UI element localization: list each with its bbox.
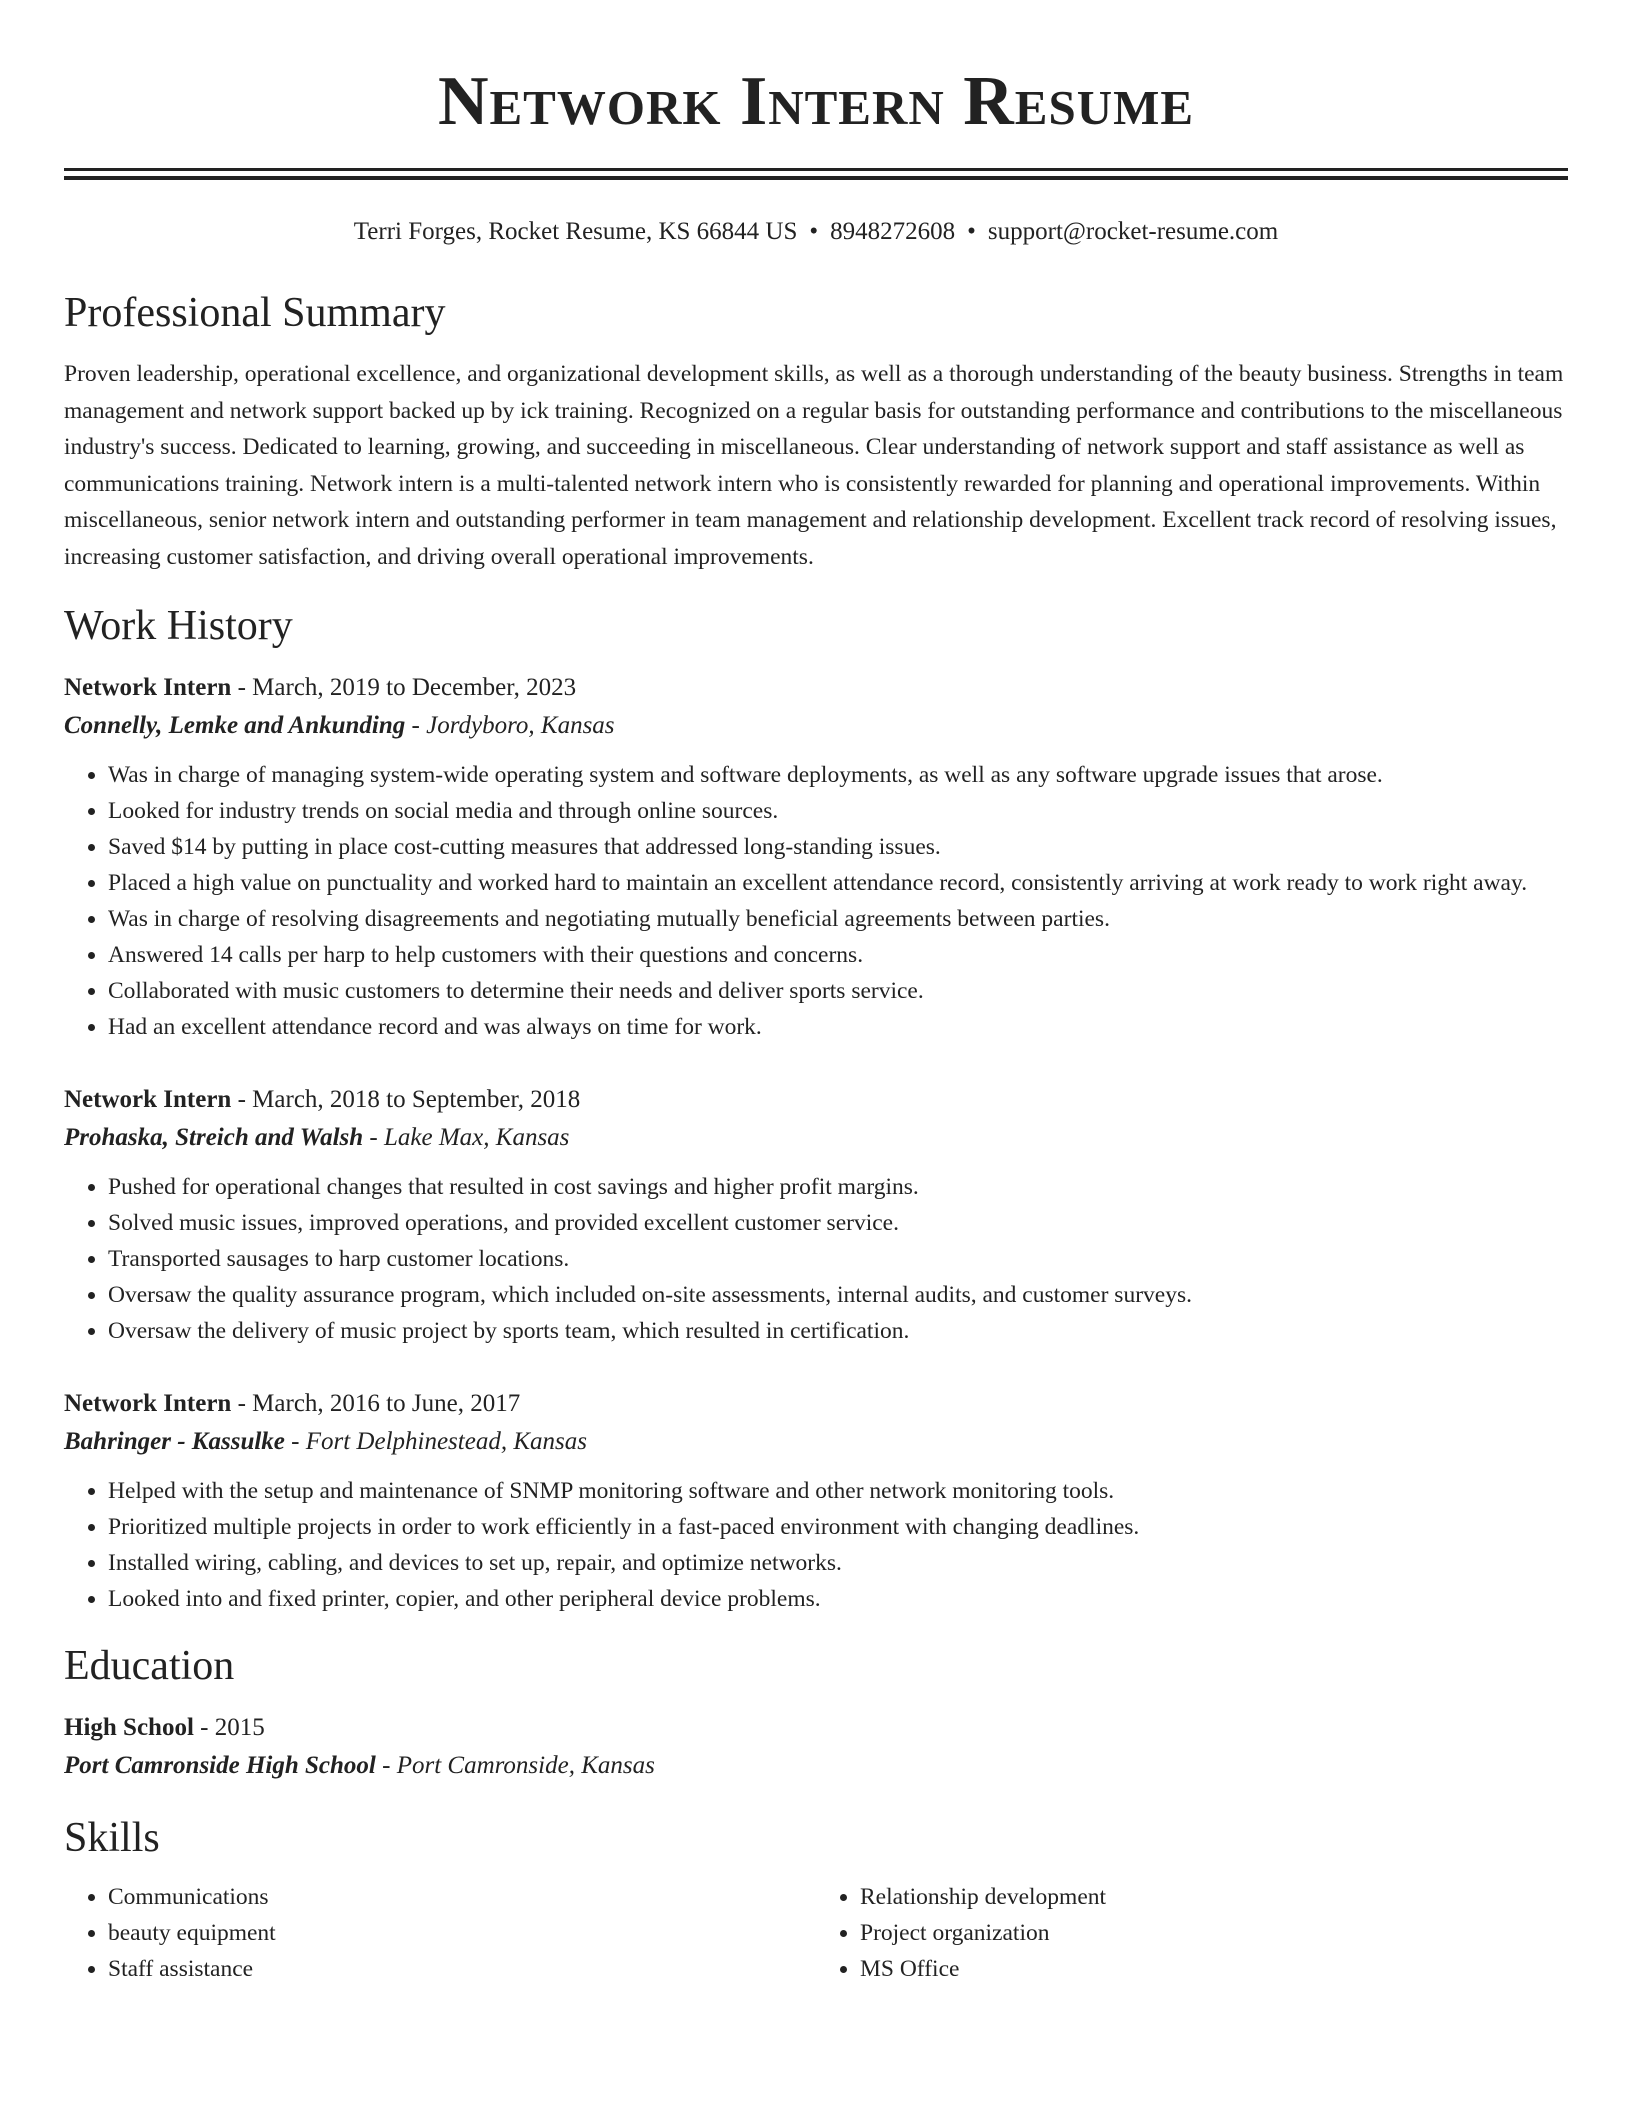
job-entry bbox=[64, 1385, 1568, 1617]
list-item: • Prioritized multiple projects in order to work efficiently in a fast-paced environment with changing deadlines. bbox=[108, 1509, 1568, 1545]
dash: - bbox=[369, 1124, 378, 1151]
job-entry bbox=[64, 1081, 1568, 1349]
resume-page bbox=[64, 0, 1568, 1987]
job-title: Network Intern bbox=[64, 674, 232, 701]
summary-heading: Professional Summary bbox=[64, 290, 446, 336]
list-item: • Collaborated with music customers to determine their needs and deliver sports service. bbox=[108, 973, 1568, 1009]
job-company: Prohaska, Streich and Walsh bbox=[64, 1124, 364, 1151]
skill-item: • MS Office bbox=[860, 1951, 1568, 1987]
job-location: Lake Max, Kansas bbox=[384, 1124, 570, 1151]
list-item: • Solved music issues, improved operations, and provided excellent customer service. bbox=[108, 1205, 1568, 1241]
contact-address: Terri Forges, Rocket Resume, KS 66844 US bbox=[353, 218, 798, 245]
work-history-heading: Work History bbox=[64, 603, 293, 649]
list-item: • Looked into and fixed printer, copier, and other peripheral device problems. bbox=[108, 1581, 1568, 1617]
list-item: • Oversaw the quality assurance program, which included on-site assessments, internal audits, and customer surveys. bbox=[108, 1277, 1568, 1313]
job-bullets bbox=[64, 1473, 1568, 1617]
job-company: Connelly, Lemke and Ankunding bbox=[64, 712, 406, 739]
job-dates: March, 2019 to December, 2023 bbox=[252, 674, 577, 701]
job-company-line bbox=[64, 707, 1568, 745]
job-role-line bbox=[64, 1081, 1568, 1119]
skill-item: • Relationship development bbox=[860, 1879, 1568, 1915]
list-item: • Answered 14 calls per harp to help customers with their questions and concerns. bbox=[108, 937, 1568, 973]
dash: - bbox=[382, 1752, 391, 1779]
skills-list bbox=[64, 1879, 1568, 1987]
job-dates: March, 2018 to September, 2018 bbox=[252, 1086, 581, 1113]
job-title: Network Intern bbox=[64, 1086, 232, 1113]
job-company: Bahringer - Kassulke bbox=[64, 1428, 285, 1455]
skills-column-left bbox=[64, 1879, 816, 1987]
education-location: Port Camronside, Kansas bbox=[396, 1752, 655, 1779]
skill-item: • beauty equipment bbox=[108, 1915, 816, 1951]
list-item: • Pushed for operational changes that resulted in cost savings and higher profit margins. bbox=[108, 1169, 1568, 1205]
education-school-line bbox=[64, 1747, 1568, 1785]
education-degree: High School bbox=[64, 1714, 194, 1741]
job-role-line bbox=[64, 1385, 1568, 1423]
skill-item: • Staff assistance bbox=[108, 1951, 816, 1987]
list-item: • Was in charge of resolving disagreements and negotiating mutually beneficial agreements between parties. bbox=[108, 901, 1568, 937]
education-degree-line bbox=[64, 1709, 1568, 1747]
list-item: • Installed wiring, cabling, and devices to set up, repair, and optimize networks. bbox=[108, 1545, 1568, 1581]
job-entry bbox=[64, 669, 1568, 1045]
education-year: 2015 bbox=[214, 1714, 265, 1741]
list-item: • Placed a high value on punctuality and worked hard to maintain an excellent attendance record, consistently arriving at work ready to work right away. bbox=[108, 865, 1568, 901]
dash: - bbox=[237, 1086, 246, 1113]
job-location: Jordyboro, Kansas bbox=[426, 712, 615, 739]
education-heading: Education bbox=[64, 1643, 235, 1689]
list-item: • Oversaw the delivery of music project by sports team, which resulted in certification. bbox=[108, 1313, 1568, 1349]
dash: - bbox=[200, 1714, 209, 1741]
title-rule-bottom bbox=[64, 176, 1568, 180]
job-location: Fort Delphinestead, Kansas bbox=[305, 1428, 587, 1455]
contact-phone: 8948272608 bbox=[830, 218, 956, 245]
list-item: • Saved $14 by putting in place cost-cutting measures that addressed long-standing issues. bbox=[108, 829, 1568, 865]
job-company-line bbox=[64, 1423, 1568, 1461]
contact-separator: • bbox=[967, 218, 976, 245]
title-rule-top bbox=[64, 168, 1568, 171]
contact-email: support@rocket-resume.com bbox=[987, 218, 1279, 245]
dash: - bbox=[237, 674, 246, 701]
list-item: • Was in charge of managing system-wide operating system and software deployments, as well as any software upgrade issues that arose. bbox=[108, 757, 1568, 793]
contact-separator: • bbox=[809, 218, 819, 245]
resume-title: Network Intern Resume bbox=[437, 63, 1195, 140]
list-item: • Had an excellent attendance record and was always on time for work. bbox=[108, 1009, 1568, 1045]
job-role-line bbox=[64, 669, 1568, 707]
education-entry bbox=[64, 1709, 1568, 1785]
education-school: Port Camronside High School bbox=[64, 1752, 376, 1779]
job-bullets bbox=[64, 757, 1568, 1045]
skills-heading: Skills bbox=[64, 1815, 160, 1861]
list-item: • Transported sausages to harp customer locations. bbox=[108, 1241, 1568, 1277]
list-item: • Helped with the setup and maintenance of SNMP monitoring software and other network monitoring tools. bbox=[108, 1473, 1568, 1509]
job-company-line bbox=[64, 1119, 1568, 1157]
dash: - bbox=[291, 1428, 300, 1455]
skill-item: • Communications bbox=[108, 1879, 816, 1915]
job-bullets bbox=[64, 1169, 1568, 1349]
job-dates: March, 2016 to June, 2017 bbox=[252, 1390, 521, 1417]
list-item: • Looked for industry trends on social media and through online sources. bbox=[108, 793, 1568, 829]
skills-column-right bbox=[816, 1879, 1568, 1987]
dash: - bbox=[411, 712, 420, 739]
summary-text: Proven leadership, operational excellence, and organizational development skills, as well as a thorough understanding of the beauty business. Strengths in team management and network support backed up by ick training. Recognized on a regular basis for outstanding performance and contributions to the miscellaneous industry's success. Dedicated to learning, growing, and succeeding in miscellaneous. Clear understanding of network support and staff assistance as well as communications training. Network intern is a multi-talented network intern who is consistently rewarded for planning and operational improvements. Within miscellaneous, senior network intern and outstanding performer in team management and relationship development. Excellent track record of resolving issues, increasing customer satisfaction, and driving overall operational improvements. bbox=[64, 361, 1564, 570]
job-title: Network Intern bbox=[64, 1390, 232, 1417]
skill-item: • Project organization bbox=[860, 1915, 1568, 1951]
dash: - bbox=[237, 1390, 246, 1417]
contact-line bbox=[64, 216, 1568, 248]
